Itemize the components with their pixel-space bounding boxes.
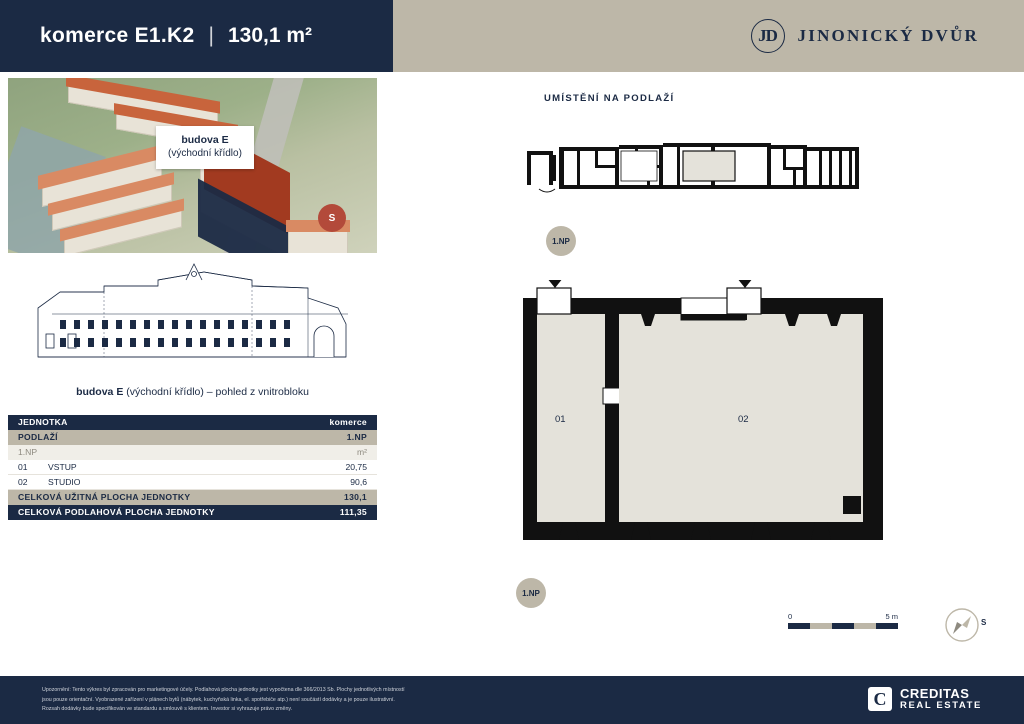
scale-tick xyxy=(876,623,898,629)
total-usable-value: 130,1 xyxy=(343,492,367,502)
room-area: 90,6 xyxy=(350,476,367,487)
room-shape-01 xyxy=(537,314,605,522)
room-name: VSTUP xyxy=(48,461,77,472)
floor-badge-mainplan: 1.NP xyxy=(516,578,546,608)
elevation-caption xyxy=(8,386,377,398)
header-left-bar xyxy=(0,0,393,72)
scale-tick xyxy=(788,623,810,629)
header-right-bar xyxy=(393,0,1024,72)
keyplan-drawing xyxy=(525,125,865,210)
room-label-01: 01 xyxy=(555,414,566,425)
floor-badge-keyplan: 1.NP xyxy=(546,226,576,256)
entrance-vestibule-01 xyxy=(537,288,571,314)
brand-name: JINONICKÝ DVŮR xyxy=(797,26,979,45)
row-left xyxy=(18,460,77,475)
brand-monogram-icon: JD xyxy=(751,19,785,53)
compass-letter: S xyxy=(981,618,987,627)
footer-bar xyxy=(0,676,1024,724)
plan-compass-icon xyxy=(945,608,987,642)
footer-disclaimer xyxy=(42,686,602,715)
table-header-row xyxy=(8,415,377,430)
disclaimer-line-3: Rozsah dodávky bude specifikován ve standardu a smlouvě s klientem. Investor si vyhrazuje právo změny. xyxy=(42,706,293,713)
table-row xyxy=(8,460,377,475)
elevation-svg xyxy=(8,262,377,380)
table-total-floor-row xyxy=(8,505,377,520)
entrance-arrow-icon xyxy=(547,280,563,288)
table-units-header xyxy=(8,445,377,460)
room-label-02: 02 xyxy=(738,414,749,425)
scale-ticks xyxy=(788,623,898,629)
title-separator: | xyxy=(208,24,214,47)
row-left xyxy=(18,475,80,490)
total-usable-label: CELKOVÁ UŽITNÁ PLOCHA JEDNOTKY xyxy=(18,492,191,502)
scale-start: 0 xyxy=(788,612,793,621)
scale-tick xyxy=(854,623,876,629)
total-floor-label: CELKOVÁ PODLAHOVÁ PLOCHA JEDNOTKY xyxy=(18,507,215,517)
scale-numbers xyxy=(788,612,898,621)
creditas-logo xyxy=(868,687,982,711)
creditas-name: CREDITAS xyxy=(900,686,970,702)
table-total-usable-row xyxy=(8,490,377,505)
creditas-mark-icon: C xyxy=(868,687,892,711)
section-title: UMÍSTĚNÍ NA PODLAŽÍ xyxy=(544,93,675,104)
table-row xyxy=(8,475,377,490)
table-header-right: komerce xyxy=(329,417,367,427)
unit-area: 130,1 m² xyxy=(227,24,313,47)
brand-logo xyxy=(751,19,979,53)
page-title: komerce E1.K2 xyxy=(40,24,195,47)
entrance-arrow-icon xyxy=(737,280,753,288)
callout-line-1: budova E xyxy=(181,134,229,146)
units-header-right: m² xyxy=(356,447,367,457)
building-callout xyxy=(156,126,254,169)
keyplan-svg xyxy=(525,125,865,210)
units-header-left: 1.NP xyxy=(18,447,38,457)
disclaimer-line-1: Upozornění: Tento výkres byl zpracován pro marketingové účely. Podlahová plocha jednotky jest vypočtena dle 366/2013 Sb. Plochy jednotlivých místností xyxy=(42,687,405,693)
table-floor-value: 1.NP xyxy=(346,432,367,442)
total-floor-value: 111,35 xyxy=(339,507,367,517)
compass-svg xyxy=(945,608,979,642)
table-floor-row xyxy=(8,430,377,445)
elevation-caption-bold: budova E xyxy=(76,386,124,398)
compass-letter: S xyxy=(328,212,336,224)
room-code: 02 xyxy=(18,476,28,487)
scale-tick xyxy=(810,623,832,629)
highlighted-unit-keyplan xyxy=(683,151,735,181)
elevation-drawing xyxy=(8,262,377,380)
creditas-subtitle: REAL ESTATE xyxy=(900,699,982,711)
disclaimer-line-2: jsou pouze orientační. Vyobrazené zařízení v plánech bytů (nábytek, kuchyňská linka, el. spotřebiče atp.) není součástí dodávky a je pouze ilustrativní. xyxy=(42,696,395,703)
table-header-left: JEDNOTKA xyxy=(18,417,68,427)
creditas-wordmark xyxy=(900,687,982,711)
aerial-compass-icon xyxy=(318,204,346,232)
doorway-opening xyxy=(603,388,621,404)
room-code: 01 xyxy=(18,461,28,472)
entrance-vestibule-02 xyxy=(727,288,761,314)
room-area: 20,75 xyxy=(345,461,367,472)
callout-line-2: (východní křídlo) xyxy=(168,148,242,160)
scale-tick xyxy=(832,623,854,629)
elevation-caption-rest: (východní křídlo) – pohled z vnitrobloku xyxy=(123,386,309,398)
scale-bar xyxy=(788,612,898,629)
room-name: STUDIO xyxy=(48,476,81,487)
table-floor-label: PODLAŽÍ xyxy=(18,432,58,442)
unit-table xyxy=(8,415,377,520)
scale-end: 5 m xyxy=(885,612,898,621)
